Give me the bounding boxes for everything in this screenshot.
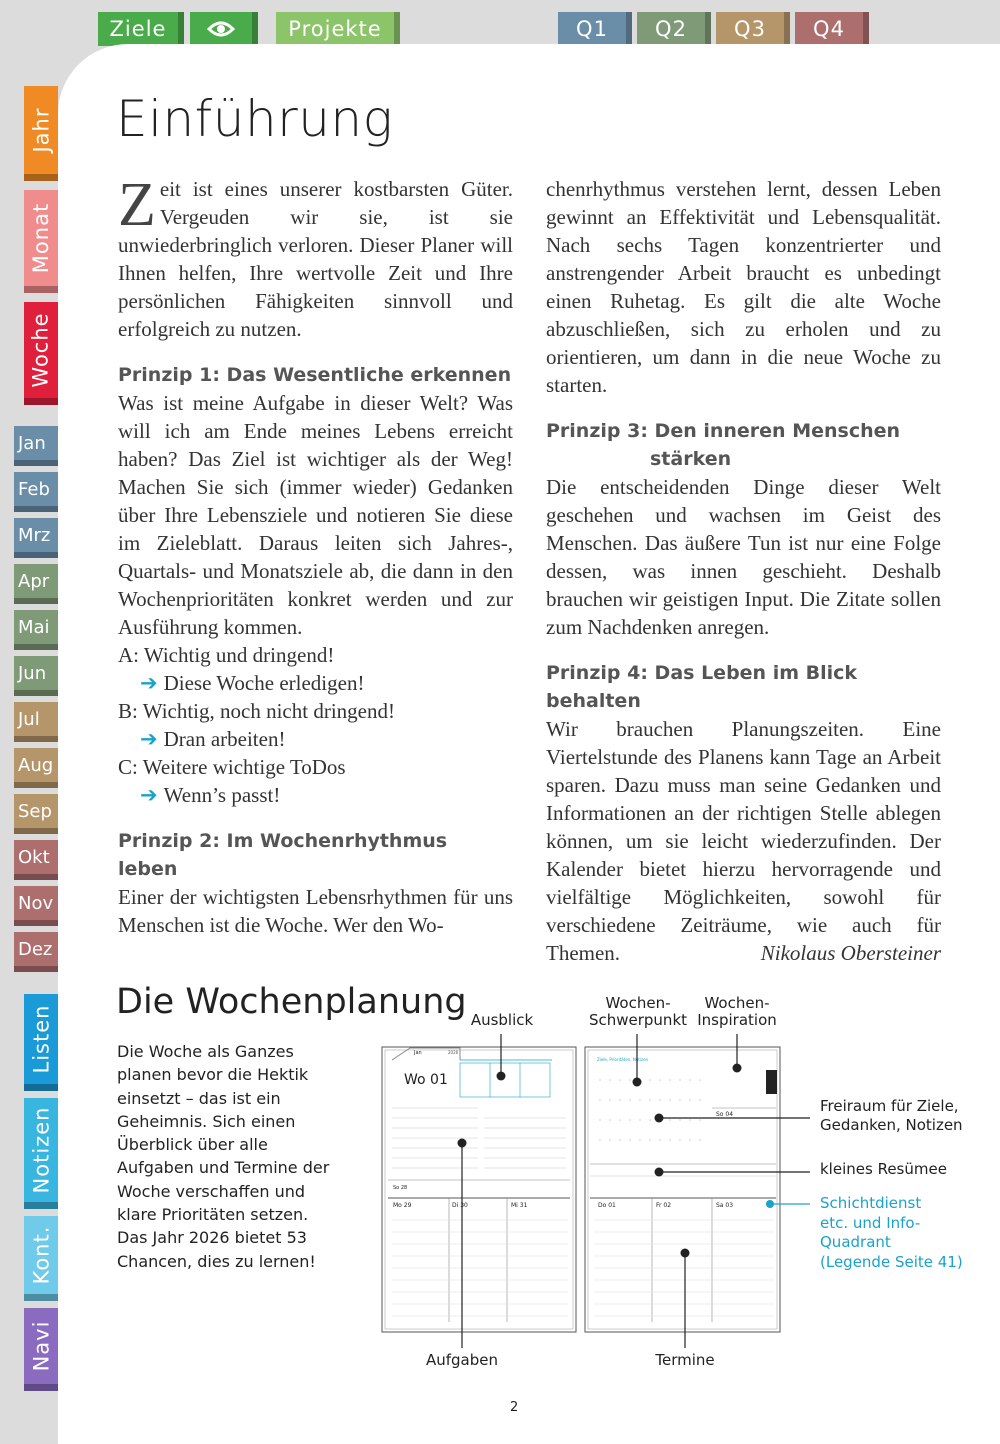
tab-jun[interactable]: Jun bbox=[14, 656, 60, 690]
tab-notizen-label: Notizen bbox=[29, 1106, 54, 1194]
label-schichtdienst: Schichtdienst etc. und Info- Quadrant (Legende Seite 41) bbox=[820, 1194, 963, 1271]
list-c-sub: ➔ Wenn’s passt! bbox=[140, 783, 281, 807]
page-number: 2 bbox=[510, 1400, 519, 1415]
author-signature: Nikolaus Obersteiner bbox=[760, 941, 941, 965]
tab-jahr-label: Jahr bbox=[29, 107, 54, 153]
section-title: Die Wochenplanung bbox=[116, 982, 467, 1022]
mini-page-left bbox=[382, 1047, 576, 1332]
principle-3-heading: Prinzip 3: Den inneren Menschen stärken bbox=[546, 420, 901, 470]
svg-text:Sa 03: Sa 03 bbox=[716, 1202, 734, 1209]
tab-mrz[interactable]: Mrz bbox=[14, 518, 60, 552]
mini-week-label: Wo 01 bbox=[404, 1072, 448, 1088]
tab-monat-label: Monat bbox=[29, 202, 54, 274]
list-a: A: Wichtig und dringend! bbox=[118, 643, 335, 667]
principle-4-heading: Prinzip 4: Das Leben im Blick behalten bbox=[546, 662, 858, 712]
tab-okt[interactable]: Okt bbox=[14, 840, 60, 874]
svg-text:Di 30: Di 30 bbox=[452, 1202, 468, 1209]
principle-1-heading: Prinzip 1: Das Wesentliche erkennen bbox=[118, 364, 512, 386]
arrow-right-icon: ➔ bbox=[140, 783, 158, 807]
page-title: Einführung bbox=[116, 90, 394, 148]
tab-feb[interactable]: Feb bbox=[14, 472, 60, 506]
tab-aug[interactable]: Aug bbox=[14, 748, 60, 782]
svg-text:Mi 31: Mi 31 bbox=[511, 1202, 528, 1209]
wochenplanung-text-1: Die Woche als Ganzes planen bevor die Hektik einsetzt – das ist ein Geheimnis. Sich einen Überblick über alle Aufgaben und Termine der Woche verschaffen und klare Prioritäten setzen. bbox=[117, 1042, 330, 1225]
label-resuemee: kleines Resümee bbox=[820, 1160, 947, 1178]
dropcap: Z bbox=[118, 171, 156, 239]
label-termine: Termine bbox=[655, 1351, 715, 1369]
mini-page-right bbox=[585, 1047, 780, 1332]
svg-text:So 04: So 04 bbox=[716, 1111, 734, 1118]
tab-projekte[interactable]: Projekte bbox=[276, 12, 394, 46]
tab-q1[interactable]: Q1 bbox=[558, 12, 626, 46]
tab-kont-label: Kont. bbox=[29, 1225, 54, 1285]
tab-apr[interactable]: Apr bbox=[14, 564, 60, 598]
tab-q3[interactable]: Q3 bbox=[716, 12, 784, 46]
label-ausblick: Ausblick bbox=[470, 1011, 534, 1029]
tab-jul[interactable]: Jul bbox=[14, 702, 60, 736]
intro-paragraph: eit ist eines unserer kostbarsten Güter. Vergeuden wir sie, ist sie unwiederbringlich verloren. Dieser Planer will Ihnen helfen, Ihre wertvolle Zeit und Ihre persönlichen Fähigkeiten sinnvoll und erfolgreich zu nutzen. bbox=[118, 177, 513, 341]
svg-text:Mo 29: Mo 29 bbox=[393, 1202, 412, 1209]
label-wochen-schwerpunkt: Wochen- Schwerpunkt bbox=[588, 994, 688, 1029]
list-b: B: Wichtig, noch nicht dringend! bbox=[118, 699, 395, 723]
list-c: C: Weitere wichtige ToDos bbox=[118, 755, 346, 779]
tab-mai[interactable]: Mai bbox=[14, 610, 60, 644]
svg-text:So 28: So 28 bbox=[393, 1185, 408, 1191]
tab-sep[interactable]: Sep bbox=[14, 794, 60, 828]
tab-q4[interactable]: Q4 bbox=[795, 12, 863, 46]
tab-dez[interactable]: Dez bbox=[14, 932, 60, 966]
tab-listen-label: Listen bbox=[29, 1004, 54, 1074]
tab-q2[interactable]: Q2 bbox=[637, 12, 705, 46]
tab-jan[interactable]: Jan bbox=[14, 426, 60, 460]
tab-nov[interactable]: Nov bbox=[14, 886, 60, 920]
principle-1-text: Was ist meine Aufgabe in dieser Welt? Was will ich am Ende meines Lebens erreicht haben? Das Ziel ist wichtiger als der Weg! Machen Sie sich (immer wieder) Gedanken über Ihre Lebensziele und notieren Sie diese im Zieleblatt. Daraus leiten sich Jahres-, Quartals- und Monatsziele ab, die dann in den Wochenprioritäten konkret werden und zur Ausführung kommen. bbox=[118, 391, 513, 639]
principle-2-heading: Prinzip 2: Im Wochenrhythmus leben bbox=[118, 830, 448, 880]
svg-text:Ziele, Prioritäten, Notizen: Ziele, Prioritäten, Notizen bbox=[597, 1057, 649, 1062]
list-a-sub: ➔ Diese Woche erledigen! bbox=[140, 671, 365, 695]
principle-4-text: Wir brauchen Planungszeiten. Eine Viertelstunde des Planens kann Tage an Arbeit sparen. Dazu muss man seine Gedanken und Informationen an der richtigen Stelle ablegen können, um sie leicht wiederzufinden. Der Kalender bietet hierzu hervorragende und vielfältige Möglichkeiten, sowohl für verschiedene Zeiträume, wie auch für Themen. Nikolaus Obersteiner bbox=[546, 717, 941, 965]
wochenplanung-text-2: Das Jahr 2026 bietet 53 Chancen, dies zu lernen! bbox=[117, 1228, 316, 1271]
tab-ziele[interactable]: Ziele bbox=[98, 12, 178, 46]
label-wochen-inspiration: Wochen- Inspiration bbox=[697, 994, 777, 1029]
label-freiraum: Freiraum für Ziele, Gedanken, Notizen bbox=[820, 1097, 963, 1134]
svg-text:2026: 2026 bbox=[448, 1050, 459, 1055]
tab-woche-label: Woche bbox=[29, 312, 54, 388]
principle-2-text-part2: chenrhythmus verstehen lernt, dessen Leben gewinnt an Effektivität und Lebensqualität. Nach sechs Tagen konzentrierter und anstrengender Arbeit braucht es unbedingt einen Ruhetag. Es gilt die alte Woche abzuschließen, sich zu erholen und zu orientieren, um dann in die neue Woche zu starten. bbox=[546, 177, 941, 397]
arrow-right-icon: ➔ bbox=[140, 727, 158, 751]
label-aufgaben: Aufgaben bbox=[425, 1351, 499, 1369]
svg-text:Jan: Jan bbox=[414, 1050, 422, 1056]
principle-3-text: Die entscheidenden Dinge dieser Welt geschehen und wachsen im Geist des Menschen. Das äußere Tun ist nur eine Folge dessen, was innen geschieht. Deshalb brauchen wir geistigen Input. Die Zitate sollen zum Nachdenken anregen. bbox=[546, 475, 941, 639]
svg-text:Fr 02: Fr 02 bbox=[656, 1202, 672, 1209]
list-b-sub: ➔ Dran arbeiten! bbox=[140, 727, 286, 751]
arrow-right-icon: ➔ bbox=[140, 671, 158, 695]
tab-navi-label: Navi bbox=[29, 1320, 53, 1372]
svg-text:Do 01: Do 01 bbox=[598, 1202, 616, 1209]
principle-2-text-part1: Einer der wichtigsten Lebensrhythmen für uns Menschen ist die Woche. Wer den Wo- bbox=[118, 885, 513, 937]
